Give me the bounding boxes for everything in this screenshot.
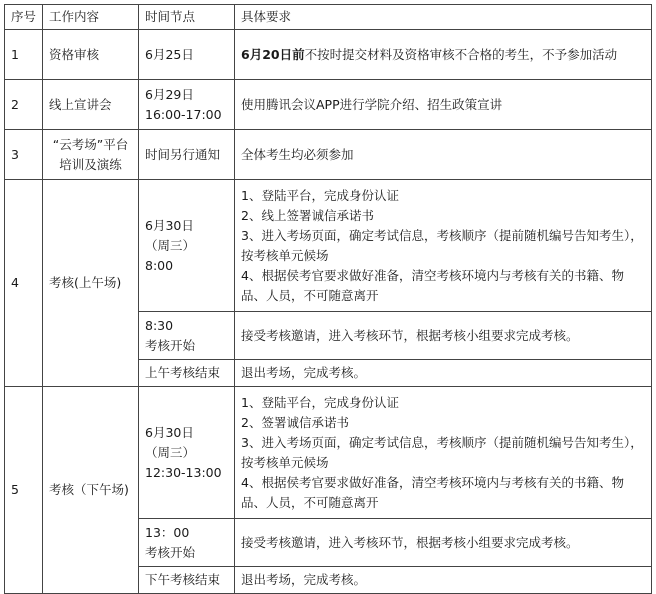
row-requirements: 接受考核邀请，进入考核环节，根据考核小组要求完成考核。 <box>235 312 652 360</box>
row-time <box>139 387 235 519</box>
row-requirements <box>235 387 652 519</box>
row-time <box>139 519 235 567</box>
time-line: 13：00 <box>145 524 190 540</box>
row-no: 4 <box>5 180 43 387</box>
row-task: 线上宣讲会 <box>43 80 139 130</box>
row-no: 1 <box>5 30 43 80</box>
time-line: （周三） <box>145 237 196 253</box>
time-line: 8:30 <box>145 317 174 333</box>
row-requirements: 退出考场，完成考核。 <box>235 567 652 594</box>
table-row <box>5 130 652 180</box>
header-row <box>5 5 652 30</box>
requirement-step: 1、登陆平台，完成身份认证 <box>241 394 399 410</box>
header-requirements: 具体要求 <box>235 5 652 30</box>
row-time <box>139 80 235 130</box>
row-requirements <box>235 30 652 80</box>
row-task: 资格审核 <box>43 30 139 80</box>
schedule-table <box>4 4 652 594</box>
requirement-step: 3、进入考场页面，确定考试信息，考核顺序（提前随机编号告知考生），按考核单元候场 <box>241 227 643 263</box>
task-line: “云考场”平台 <box>52 136 129 152</box>
requirement-step: 1、登陆平台，完成身份认证 <box>241 187 399 203</box>
row-no: 3 <box>5 130 43 180</box>
row-time: 时间另行通知 <box>139 130 235 180</box>
requirement-text: 不按时提交材料及资格审核不合格的考生，不予参加活动 <box>304 46 618 62</box>
row-time: 下午考核结束 <box>139 567 235 594</box>
requirement-deadline: 6月20日前 <box>241 46 305 62</box>
time-line: 8:00 <box>145 257 174 273</box>
header-time: 时间节点 <box>139 5 235 30</box>
row-time <box>139 180 235 312</box>
requirement-step: 4、根据侯考官要求做好准备，清空考核环境内与考核有关的书籍、物品、人员，不可随意离开 <box>241 267 624 303</box>
table-row <box>5 180 652 312</box>
requirement-step: 3、进入考场页面，确定考试信息，考核顺序（提前随机编号告知考生），按考核单元候场 <box>241 434 643 470</box>
row-time: 上午考核结束 <box>139 360 235 387</box>
requirement-step: 2、线上签署诚信承诺书 <box>241 207 374 223</box>
table-row <box>5 30 652 80</box>
row-task <box>43 130 139 180</box>
row-requirements: 全体考生均必须参加 <box>235 130 652 180</box>
header-task: 工作内容 <box>43 5 139 30</box>
row-task: 考核（下午场) <box>43 387 139 594</box>
row-no: 2 <box>5 80 43 130</box>
time-line: 6月29日 <box>145 86 194 102</box>
row-requirements: 接受考核邀请，进入考核环节，根据考核小组要求完成考核。 <box>235 519 652 567</box>
requirement-step: 4、根据侯考官要求做好准备，清空考核环境内与考核有关的书籍、物品、人员，不可随意离开 <box>241 474 624 510</box>
row-requirements <box>235 180 652 312</box>
table-row <box>5 387 652 519</box>
row-time <box>139 312 235 360</box>
row-requirements: 使用腾讯会议APP进行学院介绍、招生政策宣讲 <box>235 80 652 130</box>
row-no: 5 <box>5 387 43 594</box>
task-line: 培训及演练 <box>59 156 122 172</box>
time-line: 考核开始 <box>145 544 196 560</box>
requirement-step: 2、签署诚信承诺书 <box>241 414 349 430</box>
row-requirements: 退出考场，完成考核。 <box>235 360 652 387</box>
time-line: （周三）12:30-13:00 <box>145 444 222 480</box>
row-task: 考核(上午场) <box>43 180 139 387</box>
time-line: 16:00-17:00 <box>145 106 222 122</box>
row-time: 6月25日 <box>139 30 235 80</box>
time-line: 6月30日 <box>145 424 194 440</box>
header-no: 序号 <box>5 5 43 30</box>
time-line: 6月30日 <box>145 217 194 233</box>
time-line: 考核开始 <box>145 337 196 353</box>
table-row <box>5 80 652 130</box>
